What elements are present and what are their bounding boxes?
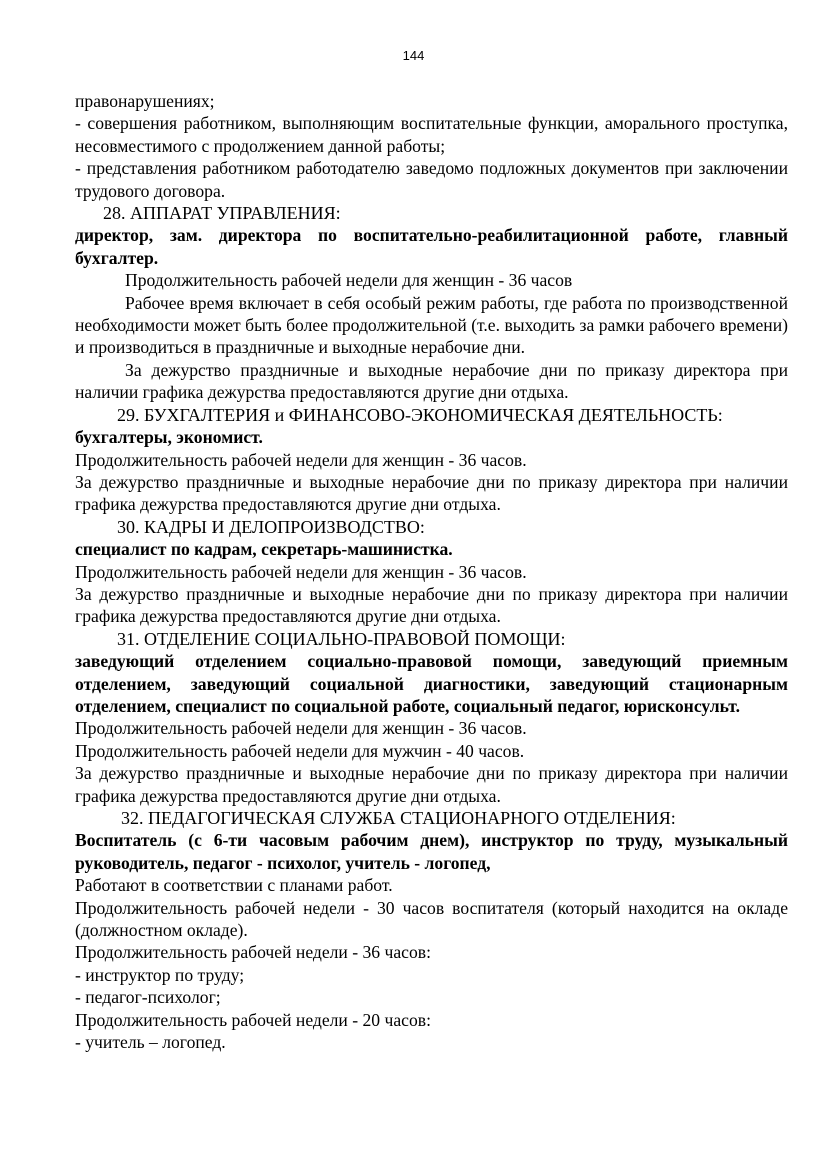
section-heading-28: 28. АППАРАТ УПРАВЛЕНИЯ: bbox=[103, 203, 341, 224]
section-heading-30: 30. КАДРЫ И ДЕЛОПРОИЗВОДСТВО: bbox=[117, 516, 425, 537]
list-item: - представления работником работодателю заведомо подложных документов при заключении трудового договора. bbox=[75, 158, 788, 201]
document-body bbox=[75, 90, 788, 1053]
paragraph: Работают в соответствии с планами работ. bbox=[75, 875, 393, 896]
paragraph: Продолжительность рабочей недели для мужчин - 40 часов. bbox=[75, 740, 525, 761]
list-item: - совершения работником, выполняющим воспитательные функции, аморального проступка, несовместимого с продолжением данной работы; bbox=[75, 113, 788, 156]
staff-list-29: бухгалтеры, экономист. bbox=[75, 427, 263, 448]
paragraph: правонарушениях; bbox=[75, 91, 215, 111]
section-heading-29: 29. БУХГАЛТЕРИЯ и ФИНАНСОВО-ЭКОНОМИЧЕСКАЯ ДЕЯТЕЛЬНОСТЬ: bbox=[117, 404, 723, 425]
list-item: - учитель – логопед. bbox=[75, 1032, 226, 1053]
staff-list-31: заведующий отделением социально-правовой помощи, заведующий приемным отделением, заведующий социальной диагностики, заведующий стационарным отделением, специалист по социальной работе, социальный педагог, юрисконсульт. bbox=[75, 651, 788, 716]
paragraph: За дежурство праздничные и выходные нерабочие дни по приказу директора при наличии графика дежурства предоставляются другие дни отдыха. bbox=[75, 583, 788, 627]
paragraph: Рабочее время включает в себя особый режим работы, где работа по производственной необходимости может быть более продолжительной (т.е. выходить за рамки рабочего времени) и производиться в праздничные и выходные нерабочие дни. bbox=[75, 292, 788, 358]
list-item: - педагог-психолог; bbox=[75, 987, 221, 1008]
section-heading-32: 32. ПЕДАГОГИЧЕСКАЯ СЛУЖБА СТАЦИОНАРНОГО ОТДЕЛЕНИЯ: bbox=[121, 808, 676, 828]
paragraph: За дежурство праздничные и выходные нерабочие дни по приказу директора при наличии графика дежурства предоставляются другие дни отдыха. bbox=[75, 471, 788, 515]
paragraph: Продолжительность рабочей недели для женщин - 36 часов. bbox=[75, 718, 527, 739]
staff-list-28: директор, зам. директора по воспитательно-реабилитационной работе, главный бухгалтер. bbox=[75, 225, 788, 268]
page-number: 144 bbox=[402, 48, 425, 63]
paragraph: Продолжительность рабочей недели - 30 часов воспитателя (который находится на окладе (должностном окладе). bbox=[75, 897, 788, 941]
section-heading-31: 31. ОТДЕЛЕНИЕ СОЦИАЛЬНО-ПРАВОВОЙ ПОМОЩИ: bbox=[117, 628, 566, 649]
staff-list-30: специалист по кадрам, секретарь-машинистка. bbox=[75, 539, 453, 560]
paragraph: За дежурство праздничные и выходные нерабочие дни по приказу директора при наличии графика дежурства предоставляются другие дни отдыха. bbox=[75, 763, 788, 806]
paragraph: За дежурство праздничные и выходные нерабочие дни по приказу директора при наличии графика дежурства предоставляются другие дни отдыха. bbox=[75, 359, 788, 403]
paragraph: Продолжительность рабочей недели - 20 часов: bbox=[75, 1009, 431, 1030]
paragraph: Продолжительность рабочей недели - 36 часов: bbox=[75, 942, 431, 963]
paragraph: Продолжительность рабочей недели для женщин - 36 часов. bbox=[75, 449, 527, 470]
staff-list-32: Воспитатель (с 6-ти часовым рабочим днем), инструктор по труду, музыкальный руководитель, педагог - психолог, учитель - логопед, bbox=[75, 830, 788, 873]
list-item: - инструктор по труду; bbox=[75, 964, 245, 985]
paragraph: Продолжительность рабочей недели для женщин - 36 часов bbox=[125, 270, 573, 291]
paragraph: Продолжительность рабочей недели для женщин - 36 часов. bbox=[75, 561, 527, 582]
